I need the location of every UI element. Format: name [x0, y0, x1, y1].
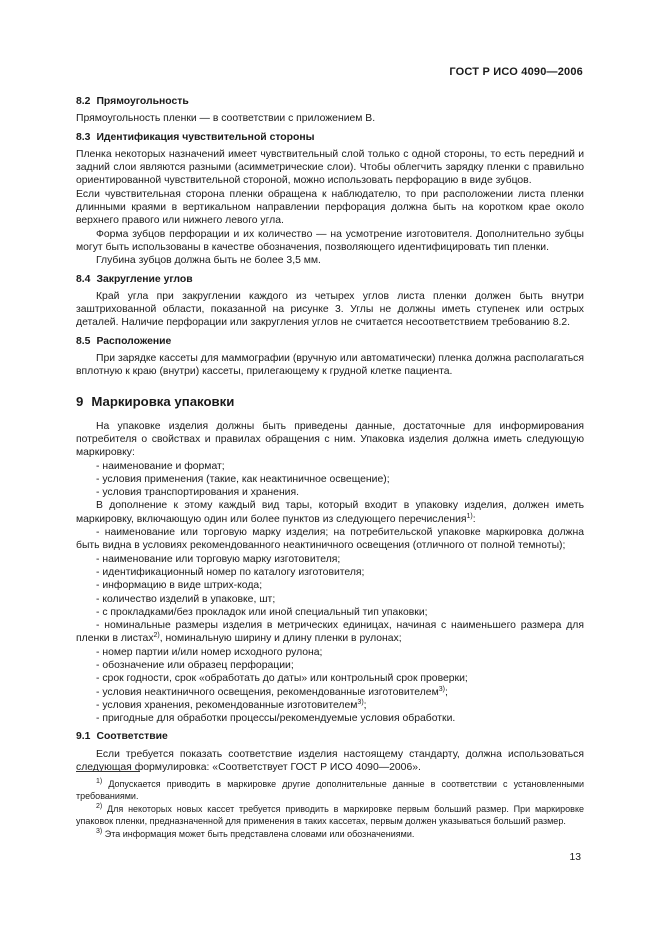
section-9-1-heading	[76, 730, 584, 743]
list-item-text: - условия хранения, рекомендованные изготовителем	[96, 699, 358, 711]
section-title: Соответствие	[96, 731, 168, 743]
list-item: - наименование или торговую марку изготовителя;	[96, 553, 341, 565]
paragraph-text: В дополнение к этому каждый вид тары, который входит в упаковку изделия, должен иметь маркировку, включающую один или более пунктов из следующего перечисления	[76, 500, 584, 525]
paragraph-text: Пленка некоторых назначений имеет чувствительный слой только с одной стороны, то есть передний и задний слои являются разными (асимметрические слои). Чтобы облегчить зарядку пленки с правильно ориентированной чувствительной стороной, можно использовать перфорацию в виде зубцов.	[76, 148, 584, 187]
footnote-text: Допускается приводить в маркировке другие дополнительные данные в соответствии с установленными требованиями.	[76, 779, 584, 801]
section-8-4-heading	[76, 273, 584, 286]
section-8-5-heading	[76, 335, 584, 348]
list-item	[76, 686, 584, 699]
section-number: 9	[76, 393, 84, 409]
list-item-text: - номинальные размеры изделия в метрических единицах, начиная с наименьшего размера для пленки в листах	[76, 620, 584, 645]
list-item: - идентификационный номер по каталогу изготовителя;	[96, 566, 365, 578]
paragraph	[76, 188, 584, 228]
footnote-ref: 2)	[153, 632, 160, 640]
footnote-mark: 1)	[96, 778, 103, 785]
paragraph-text: На упаковке изделия должны быть приведены данные, достаточные для информирования потребителя о свойствах и правилах обращения с ним. Упаковка изделия должна иметь следующую маркировку:	[76, 420, 584, 459]
paragraph-text: Если требуется показать соответствие изделия настоящему стандарту, должна использоваться следующая формулировка: «Соответствует ГОСТ Р ИСО 4090—2006».	[76, 748, 584, 774]
paragraph	[76, 420, 584, 460]
footnote-mark: 3)	[96, 828, 103, 836]
footnote-ref: 3)	[357, 698, 364, 706]
paragraph	[76, 228, 584, 255]
list-item: - обозначение или образец перфорации;	[96, 659, 294, 671]
section-8-2-heading	[76, 95, 584, 108]
punctuation: ;	[444, 686, 448, 698]
footnotes	[76, 779, 584, 841]
footnote	[76, 779, 584, 802]
section-number: 8.3	[76, 131, 91, 143]
punctuation: ;	[363, 699, 367, 711]
list-item: - условия транспортирования и хранения.	[96, 487, 299, 499]
list-item: - условия применения (такие, как неактиничное освещение);	[96, 473, 390, 485]
list-item: - номер партии и/или номер исходного рулона;	[96, 646, 323, 658]
paragraph	[76, 748, 584, 775]
paragraph-text: Если чувствительная сторона пленки обращена к наблюдателю, то при расположении листа пленки длинными краями в вертикальном направлении перфорация должна быть на коротком крае около верхнего правого или нижнего левого угла.	[76, 188, 584, 227]
list-item: - с прокладками/без прокладок или иной специальный тип упаковки;	[96, 606, 428, 618]
section-title: Маркировка упаковки	[91, 393, 235, 409]
footnote-text: Эта информация может быть представлена словами или обозначениями.	[104, 829, 415, 840]
list-item-text: - наименование или торговую марку изделия; на потребительской упаковке маркировка должна быть видна в условиях рекомендованного неактиничного освещения (отличного от полной темноты);	[76, 527, 584, 552]
list-item-text: - условия неактиничного освещения, рекомендованные изготовителем	[96, 686, 439, 698]
list-item	[76, 619, 584, 646]
footnote-separator	[76, 771, 140, 772]
footnote-ref: 3)	[438, 685, 445, 693]
paragraph	[76, 499, 584, 526]
list-item	[76, 699, 584, 712]
list-item: - срок годности, срок «обработать до даты» или контрольный срок проверки;	[96, 673, 468, 685]
list-item: - пригодные для обработки процессы/рекомендуемые условия обработки.	[96, 713, 456, 725]
paragraph-text: Край угла при закруглении каждого из четырех углов листа пленки должен быть внутри заштрихованной области, показанной на рисунке 3. Углы не должны иметь ступенек или острых деталей. Наличие перфорации или закругления углов не считается несоответствием требованию 8.2.	[76, 290, 584, 329]
footnote-text: Для некоторых новых кассет требуется приводить в маркировке первым больший размер. При маркировке упаковок пленки, предназначенной для применения в таких кассетах, первым должен указываться больший размер.	[76, 804, 584, 826]
punctuation: :	[472, 513, 476, 525]
section-title: Идентификация чувствительной стороны	[96, 131, 315, 143]
paragraph	[76, 148, 584, 188]
document-header: ГОСТ Р ИСО 4090—2006	[449, 66, 583, 78]
section-number: 8.4	[76, 273, 91, 285]
paragraph-text: Форма зубцов перфорации и их количество — на усмотрение изготовителя. Дополнительно зубцы могут быть использованы в качестве обозначения, позволяющего идентифицировать тип пленки.	[76, 228, 584, 253]
footnote	[76, 829, 584, 841]
section-title: Расположение	[96, 335, 172, 347]
list-item	[76, 526, 584, 553]
section-8-3-heading	[76, 131, 584, 144]
section-title: Закругление углов	[96, 273, 193, 285]
list-item: - количество изделий в упаковке, шт;	[96, 593, 276, 605]
section-9-heading	[76, 394, 584, 410]
list-item-text: , номинальную ширину и длину пленки в рулонах;	[159, 633, 402, 645]
paragraph-text: При зарядке кассеты для маммографии (вручную или автоматически) пленка должна располагаться вплотную к краю (внутри) кассеты, прилегающему к грудной клетке пациента.	[76, 353, 584, 378]
main-content	[76, 95, 584, 774]
footnote	[76, 804, 584, 827]
section-title: Прямоугольность	[96, 96, 189, 107]
paragraph-text: Прямоугольность пленки — в соответствии с приложением В.	[76, 113, 376, 125]
section-number: 8.2	[76, 96, 91, 107]
footnote-ref: 1)	[466, 512, 473, 520]
list-item: - информацию в виде штрих-кода;	[96, 580, 263, 592]
section-number: 9.1	[76, 731, 91, 743]
paragraph	[76, 112, 584, 125]
paragraph	[76, 352, 584, 379]
footnote-mark: 2)	[96, 803, 103, 811]
paragraph-text: Глубина зубцов должна быть не более 3,5 мм.	[96, 255, 321, 267]
paragraph	[76, 254, 584, 267]
list-item: - наименование и формат;	[96, 460, 225, 472]
paragraph	[76, 290, 584, 330]
section-number: 8.5	[76, 335, 91, 347]
page-number: 13	[569, 852, 581, 863]
